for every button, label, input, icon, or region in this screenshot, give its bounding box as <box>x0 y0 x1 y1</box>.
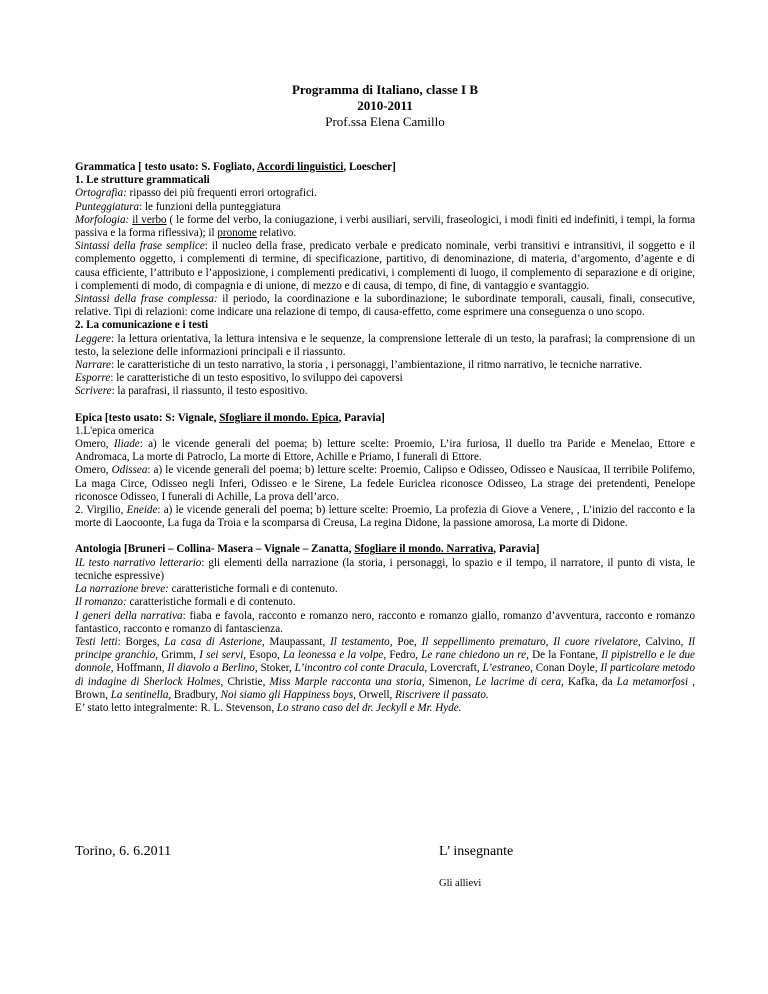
testi-letti-item: Testi letti: Borges, La casa di Asterione, Maupassant, Il testamento, Poe, Il seppellimento prematuro, Il cuore rivelatore, Calvino, Il principe granchio, Grimm, I sei servi, Esopo, La leonessa e la volpe, Fedro, Le rane chiedono un re, De la Fontane, Il pipistrello e le due donnole, Hoffmann, Il diavolo a Berlino, Stoker, L’incontro col conte Dracula, Lovercraft, L’estraneo, Conan Doyle, Il particolare metodo di indagine di Sherlock Holmes, Christie, Miss Marple racconta una storia, Simenon, Le lacrime di cera, Kafka, da La metamorfosi , Brown, La sentinella, Bradbury, Noi siamo gli Happiness boys, Orwell, Riscrivere il passato. <box>75 635 695 701</box>
document-page <box>75 82 695 715</box>
reading-title: Il seppellimento prematuro, Il cuore rivelatore, <box>421 635 641 648</box>
reading-author: Poe, <box>392 635 422 648</box>
narrazione-breve-item: La narrazione breve: caratteristiche formali e di contenuto. <box>75 583 338 596</box>
scrivere-item: Scrivere: la parafrasi, il riassunto, il testo espositivo. <box>75 385 308 398</box>
reading-title: Noi siamo gli Happiness boys, <box>220 688 356 701</box>
reading-author: Calvino, <box>640 635 689 648</box>
reading-title: Miss Marple racconta una storia <box>269 675 422 688</box>
sintassi-complessa-item: Sintassi della frase complessa: il periodo, la coordinazione e la subordinazione; le subordinate temporali, causali, finali, consecutive, relative. Tipi di relazioni: come indicare una relazione di tempo, di causa-effetto, come esprimere una conseguenza o uno scopo. <box>75 293 695 319</box>
reading-author: , Christie, <box>220 675 270 688</box>
reading-title: Riscrivere il passato. <box>395 688 489 701</box>
reading-author: Maupassant, <box>264 635 331 648</box>
teacher-signature-label: L’ insegnante <box>439 844 514 859</box>
narrare-item: Narrare: le caratteristiche di un testo narrativo, la storia , i personaggi, l’ambientazione, il ritmo narrativo, le tecniche narrative. <box>75 359 643 372</box>
school-year: 2010-2011 <box>357 98 413 113</box>
romanzo-item: Il romanzo: caratteristiche formali e di contenuto. <box>75 596 296 609</box>
reading-title: L’incontro col conte Dracula <box>294 662 425 675</box>
sintassi-semplice-item: Sintassi della frase semplice: il nucleo della frase, predicato verbale e predicato nominale, verbi transitivi e intransitivi, il soggetto e il complemento oggetto, i complementi di termine, di specificazione, partitivo, di denominazione, di materia, d’argomento, d’agente e di causa efficiente, l’attributo e l’apposizione, i complementi predicativi, i complementi di luogo, il complemento di separazione e di origine, i complementi di modo, di compagnia e di unione, di mezzo e di causa, di tempo, di fine, di vantaggio e svantaggio. <box>75 240 695 292</box>
document-header <box>75 82 695 130</box>
reading-author: Kafka, da <box>563 675 617 688</box>
reading-author: Esopo, <box>246 649 283 662</box>
grammatica-heading: Grammatica [ testo usato: S. Fogliato, Accordi linguistici, Loescher] <box>75 161 396 173</box>
reading-author: , Brown, <box>75 675 695 701</box>
antologia-heading: Antologia [Bruneri – Collina- Masera – Vignale – Zanatta, Sfogliare il mondo. Narrativa, Paravia] <box>75 543 540 556</box>
leggere-item: Leggere: la lettura orientativa, la lettura intensiva e le sequenze, la comprensione letterale di un testo, la parafrasi; la comprensione di un testo, la selezione delle informazioni principali e il riassunto. <box>75 332 695 358</box>
eneide-item: 2. Virgilio, Eneide: a) le vicende generali del poema; b) letture scelte: Proemio, La profezia di Giove a Venere, , L’inizio del racconto e la morte di Laocoonte, La fuga da Troia e la scomparsa di Creusa, La regina Didone, la passione amorosa, La morte di Didone. <box>75 504 696 530</box>
odissea-item: Omero, Odissea: a) le vicende generali del poema; b) letture scelte: Proemio, Calipso e Odisseo, Odisseo e Nausicaa, Il terribile Polifemo, La maga Circe, Odisseo negli Inferi, Odisseo e le Sirene, La fedele Euriclea riconosce Odisseo, La strage dei pretendenti, Penelope riconosce Odisseo, I funerali di Achille, La prova dell’arco. <box>75 464 695 503</box>
reading-title: La casa di Asterione, <box>164 635 265 648</box>
section-gap <box>75 530 695 543</box>
reading-author: : Borges, <box>117 635 165 648</box>
iliade-item: Omero, Iliade: a) le vicende generali del poema; b) letture scelte: Proemio, L’ira furiosa, Il duello tra Paride e Menelao, Ettore e Andromaca, La morte di Patroclo, La morte di Ettore, Achille e Priamo, I funerali di Ettore. <box>75 438 695 464</box>
reading-title: I sei servi, <box>199 649 247 662</box>
reading-title: Il particolare metodo di indagine di Sherlock Holmes <box>75 662 695 688</box>
section-1-heading: 1. Le strutture grammaticali <box>75 174 210 187</box>
reading-author: Grimm, <box>158 649 200 662</box>
testo-narrativo-item: IL testo narrativo letterario: gli elementi della narrazione (la storia, i personaggi, lo spazio e il tempo, il narratore, il punto di vista, le tecniche espressive) <box>75 556 695 582</box>
reading-title: La metamorfosi <box>616 675 689 688</box>
section-gap <box>75 399 695 412</box>
reading-title: Il testamento, <box>330 635 393 648</box>
reading-author: , Hoffmann, <box>110 662 168 675</box>
reading-title: Il diavolo a Berlino <box>167 662 255 675</box>
reading-author: Orwell, <box>355 688 396 701</box>
epica-omerica-heading: 1.L'epica omerica <box>75 424 154 437</box>
punteggiatura-item: Punteggiatura: le funzioni della punteggiatura <box>75 200 281 213</box>
generi-narrativa-item: I generi della narrativa: fiaba e favola, racconto e romanzo nero, racconto e romanzo giallo, romanzo d’avventura, racconto e romanzo fantastico, racconto e romanzo di fantascienza. <box>75 609 696 635</box>
reading-author: De la Fontane, <box>528 649 602 662</box>
teacher-name: Prof.ssa Elena Camillo <box>325 114 445 129</box>
reading-title: Il pipistrello e le due donnole <box>75 649 695 675</box>
letto-integralmente-item: E’ stato letto integralmente: R. L. Stevenson, Lo strano caso del dr. Jeckyll e Mr. Hyde. <box>75 701 462 714</box>
reading-title: La leonessa e la volpe, <box>283 649 387 662</box>
document-body <box>75 161 695 715</box>
morfologia-item: Morfologia: il verbo ( le forme del verbo, la coniugazione, i verbi ausiliari, servili, fraseologici, i modi finiti ed indefiniti, i tempi, la forma passiva e la forma riflessiva); il pronome relativo. <box>75 213 696 240</box>
place-date: Torino, 6. 6.2011 <box>75 844 172 859</box>
reading-author: Fedro, <box>386 649 422 662</box>
pupils-signature-label: Gli allievi <box>439 878 482 889</box>
section-2-heading: 2. La comunicazione e i testi <box>75 319 209 332</box>
reading-title: Le lacrime di cera, <box>475 675 564 688</box>
reading-title: Il principe granchio, <box>75 635 695 662</box>
reading-title: L’estraneo, <box>482 662 533 675</box>
epica-heading: Epica [testo usato: S: Vignale, Sfogliare il mondo. Epica, Paravia] <box>75 411 385 424</box>
reading-title: Le rane chiedono un re, <box>421 649 529 662</box>
reading-author: , Stoker, <box>254 662 295 675</box>
reading-author: Bradbury, <box>171 688 221 701</box>
reading-title: La sentinella, <box>110 688 172 701</box>
reading-author: , Simenon, <box>421 675 476 688</box>
document-footer <box>75 844 695 904</box>
reading-author: , Lovercraft, <box>424 662 483 675</box>
reading-author: Conan Doyle, <box>532 662 601 675</box>
esporre-item: Esporre: le caratteristiche di un testo espositivo, lo sviluppo dei capoversi <box>75 372 403 385</box>
ortografia-item: Ortografia: ripasso dei più frequenti errori ortografici. <box>75 187 317 200</box>
document-title: Programma di Italiano, classe I B <box>291 82 479 97</box>
